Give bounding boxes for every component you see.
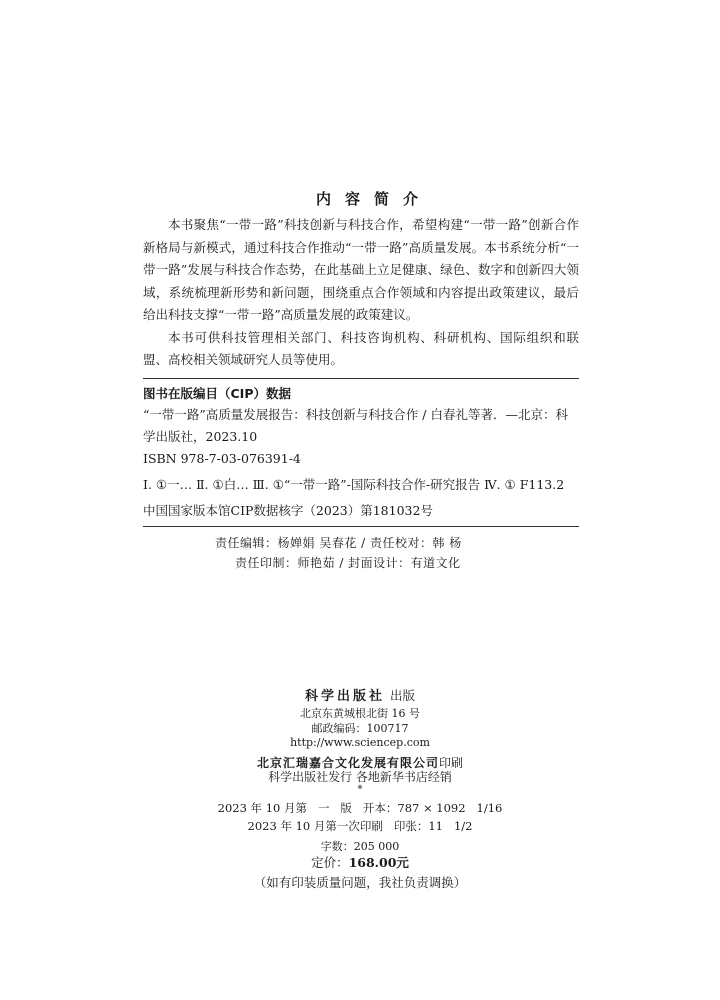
cip-top-rule [143,378,579,379]
publisher-line [0,685,720,704]
summary-paragraph-2: 本书可供科技管理相关部门、科技咨询机构、科研机构、国际组织和联盟、高校相关领域研究人员等使用。 [143,329,579,367]
publisher-postcode: 邮政编码：100717 [311,722,409,735]
publisher-address: 北京东黄城根北街 16 号 [300,707,420,720]
credits-production: 责任印制：师艳茹 / 封面设计：有道文化 [235,556,461,570]
price-label: 定价： [311,855,349,870]
separator-asterisk: * [357,784,363,795]
credits-editors: 责任编辑：杨婵娟 吴春花 / 责任校对：韩 杨 [215,536,462,550]
publisher-url: http://www.sciencep.com [290,736,430,749]
printing-line: 2023 年 10 月第一次印刷 印张：11 1/2 [247,819,473,833]
publisher-name: 科学出版社 [304,689,385,704]
quality-notice: （如有印装质量问题，我社负责调换） [253,875,467,890]
printer-suffix: 印刷 [439,756,464,770]
printer-name: 北京汇瑞嘉合文化发展有限公司 [256,756,439,770]
publisher-suffix: 出版 [390,688,416,703]
cip-classification: Ⅰ. ①一… Ⅱ. ①白… Ⅲ. ①“一带一路”-国际科技合作-研究报告 Ⅳ. ① F113.2 [143,477,565,492]
cip-bottom-rule [143,526,579,527]
summary-title: 内容简介 [315,190,432,208]
summary-body [143,214,579,372]
price-line [0,853,720,871]
summary-paragraph-1: 本书聚焦“一带一路”科技创新与科技合作，希望构建“一带一路”创新合作新格局与新模式，通过科技合作推动“一带一路”高质量发展。本书系统分析“一带一路”发展与科技合作态势，在此基础上立足健康、绿色、数字和创新四大领域，系统梳理新形势和新问题，围绕重点合作领域和内容提出政策建议，最后给出科技支撑“一带一路”高质量发展的政策建议。 [143,217,579,322]
cip-record [143,404,579,448]
edition-line: 2023 年 10 月第 一 版 开本：787 × 1092 1/16 [217,801,503,815]
price-value: 168.00元 [348,855,409,870]
cip-record-text: “一带一路”高质量发展报告：科技创新与科技合作 / 白春礼等著．—北京：科学出版社，2023.10 [143,407,568,444]
distribution-line: 科学出版社发行 各地新华书店经销 [268,770,452,784]
cip-isbn: ISBN 978-7-03-076391-4 [143,451,301,466]
cip-approval: 中国国家版本馆CIP数据核字（2023）第181032号 [143,503,433,518]
cip-heading: 图书在版编目（CIP）数据 [143,386,291,401]
word-count: 字数：205 000 [320,840,400,853]
